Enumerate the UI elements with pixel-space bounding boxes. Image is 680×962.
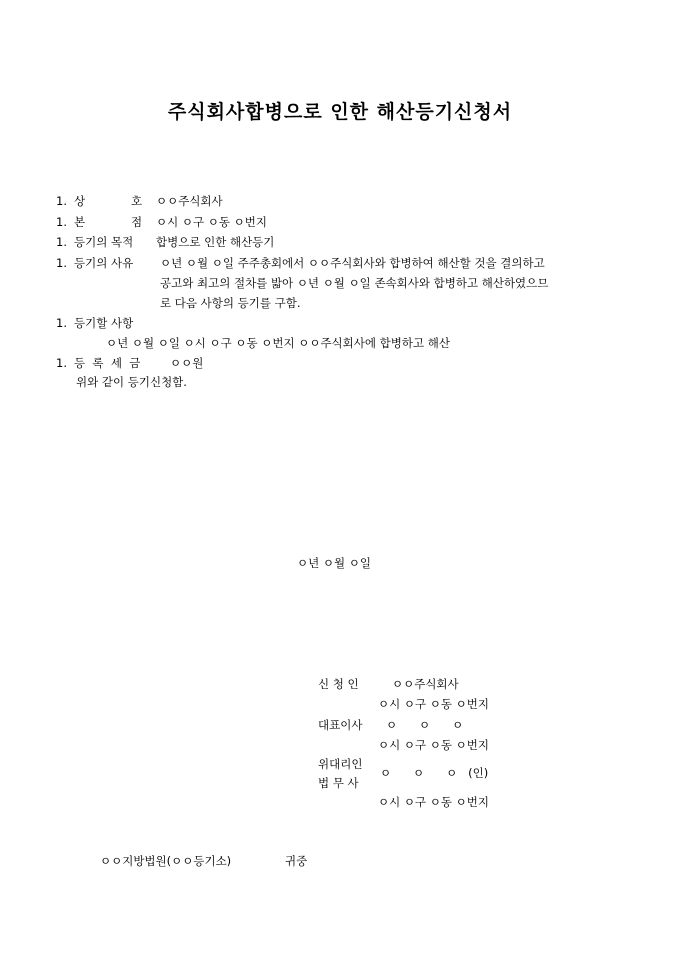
reason-line-3: 로 다음 사항의 등기를 구함. [160, 296, 301, 310]
matter-label: 등기할 사항 [74, 316, 134, 330]
representative-value: ㅇ ㅇ ㅇ [386, 718, 464, 732]
document-title: 주식회사합병으로 인한 해산등기신청서 [167, 101, 513, 123]
item-bullet: 1. [56, 316, 67, 330]
sangho-label-a: 상 [74, 194, 86, 208]
sangho-label-b: 호 [131, 194, 143, 208]
bonjeom-label-b: 점 [131, 215, 143, 229]
court-name: ㅇㅇ지방법원(ㅇㅇ등기소) [100, 854, 232, 868]
item-bullet: 1. [56, 215, 67, 229]
purpose-value: 합병으로 인한 해산등기 [156, 235, 275, 249]
closing-text: 위와 같이 등기신청함. [76, 375, 187, 389]
bonjeom-label-a: 본 [74, 215, 86, 229]
applicant-value: ㅇㅇ주식회사 [392, 677, 459, 691]
representative-address: ㅇ시 ㅇ구 ㅇ동 ㅇ번지 [378, 738, 489, 752]
sangho-value: ㅇㅇ주식회사 [156, 194, 223, 208]
purpose-label: 등기의 목적 [74, 235, 134, 249]
application-date: ㅇ년 ㅇ월 ㅇ일 [297, 556, 371, 570]
reason-line-1: ㅇ년 ㅇ월 ㅇ일 주주총회에서 ㅇㅇ주식회사와 합병하여 해산할 것을 결의하고 [160, 256, 545, 270]
applicant-label: 신 청 인 [318, 677, 359, 691]
applicant-address: ㅇ시 ㅇ구 ㅇ동 ㅇ번지 [378, 697, 489, 711]
item-bullet: 1. [56, 194, 67, 208]
item-bullet: 1. [56, 235, 67, 249]
court-suffix: 귀중 [285, 854, 308, 868]
agent-label-1: 위대리인 [318, 757, 363, 771]
tax-label: 등 록 세 금 [74, 356, 141, 370]
bonjeom-value: ㅇ시 ㅇ구 ㅇ동 ㅇ번지 [156, 215, 267, 229]
reason-line-2: 공고와 최고의 절차를 밟아 ㅇ년 ㅇ월 ㅇ일 존속회사와 합병하고 해산하였으므 [160, 276, 549, 290]
matter-value: ㅇ년 ㅇ월 ㅇ일 ㅇ시 ㅇ구 ㅇ동 ㅇ번지 ㅇㅇ주식회사에 합병하고 해산 [106, 336, 450, 350]
agent-label-2: 법 무 사 [318, 776, 359, 790]
item-bullet: 1. [56, 356, 67, 370]
reason-label: 등기의 사유 [74, 256, 134, 270]
item-bullet: 1. [56, 256, 67, 270]
tax-value: ㅇㅇ원 [170, 356, 204, 370]
agent-address: ㅇ시 ㅇ구 ㅇ동 ㅇ번지 [378, 795, 489, 809]
representative-label: 대표이사 [318, 718, 363, 732]
agent-value: ㅇ ㅇ ㅇ (인) [380, 766, 489, 780]
